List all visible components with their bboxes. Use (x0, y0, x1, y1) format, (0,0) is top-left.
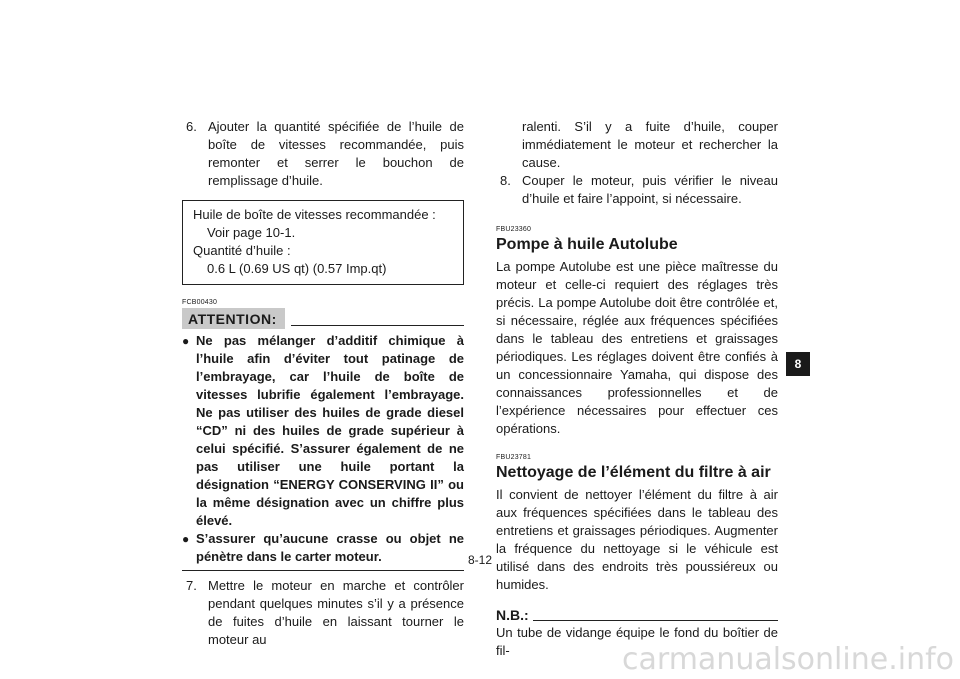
section-code: FBU23781 (496, 454, 532, 461)
attention-item (182, 332, 464, 530)
left-column (182, 118, 464, 649)
section-body-air-filter: Il convient de nettoyer l’élément du filtre à air aux fréquences spécifiées dans le tableau des entretiens et graissages périodiques. Augmenter la fréquence du nettoyage si le véhicule est utilisé dans des endroits très poussiéreux ou humides. (496, 487, 778, 592)
step-number: 6. (186, 119, 197, 134)
page-number: 8-12 (467, 553, 493, 567)
step-7-continued (496, 118, 778, 172)
spec-box (182, 200, 464, 285)
step-number: 8. (500, 173, 511, 188)
step-number: 7. (186, 578, 197, 593)
watermark: carmanualsonline.info (622, 642, 954, 677)
attention-item-text: Ne pas mélanger d’additif chimique à l’huile afin d’éviter tout patinage de l’embrayage, car l’huile de boîte de vitesses lubrifie également l’embrayage. Ne pas utiliser des huiles de grade diesel “CD” ni des huiles de grade supérieur à celui spécifié. S’assurer également de ne pas utiliser une huile portant la désignation “ENERGY CONSERVING II” ou la même désignation avec un chiffre plus élevé. (196, 333, 464, 528)
attention-label: ATTENTION: (182, 308, 285, 329)
step-text: Mettre le moteur en marche et contrôler pendant quelques minutes s’il y a présence de fuites d’huile en laissant tourner le moteur au (208, 578, 464, 647)
attention-header (182, 308, 464, 329)
attention-end-rule (182, 570, 464, 571)
bullet-icon: ● (182, 334, 190, 348)
section-code: FBU23360 (496, 226, 532, 233)
section-title-air-filter: Nettoyage de l’élément du filtre à air (496, 464, 771, 481)
note-header (496, 606, 778, 624)
attention-rule (291, 325, 464, 326)
spec-qty-value: 0.6 L (0.69 US qt) (0.57 Imp.qt) (207, 261, 387, 276)
attention-list (182, 332, 464, 566)
right-column (496, 118, 778, 660)
step-text: Ajouter la quantité spécifiée de l’huile de boîte de vitesses recommandée, puis remonter et serrer le bouchon de remplissage d’huile. (208, 119, 464, 188)
note-text: Un tube de vidange équipe le fond du boîtier de fil- (496, 625, 778, 658)
note-label: N.B.: (496, 607, 529, 623)
step-text: Couper le moteur, puis vérifier le niveau d’huile et faire l’appoint, si nécessaire. (522, 173, 778, 206)
attention-item-text: S’assurer qu’aucune crasse ou objet ne pénètre dans le carter moteur. (196, 531, 464, 564)
bullet-icon: ● (182, 532, 190, 546)
spec-qty-label: Quantité d’huile : (193, 243, 291, 258)
step-6 (182, 118, 464, 190)
step-text: ralenti. S’il y a fuite d’huile, couper immédiatement le moteur et rechercher la cause. (522, 119, 778, 170)
spec-oil-label: Huile de boîte de vitesses recommandée : (193, 207, 436, 222)
spec-oil-ref: Voir page 10-1. (207, 225, 296, 240)
note-rule (533, 620, 778, 621)
chapter-tab: 8 (786, 352, 810, 376)
step-7 (182, 577, 464, 649)
attention-code: FCB00430 (182, 299, 218, 306)
step-8 (496, 172, 778, 208)
section-title-autolube: Pompe à huile Autolube (496, 236, 678, 253)
section-body-autolube: La pompe Autolube est une pièce maîtresse du moteur et celle-ci requiert des réglages très précis. La pompe Autolube doit être contrôlée et, si nécessaire, réglée aux fréquences spécifiées dans le tableau des entretiens et graissages périodiques. Les réglages doivent être confiés à un concessionnaire Yamaha, qui dispose des connaissances professionnelles et de l’expérience nécessaires pour effectuer ces opérations. (496, 259, 778, 436)
